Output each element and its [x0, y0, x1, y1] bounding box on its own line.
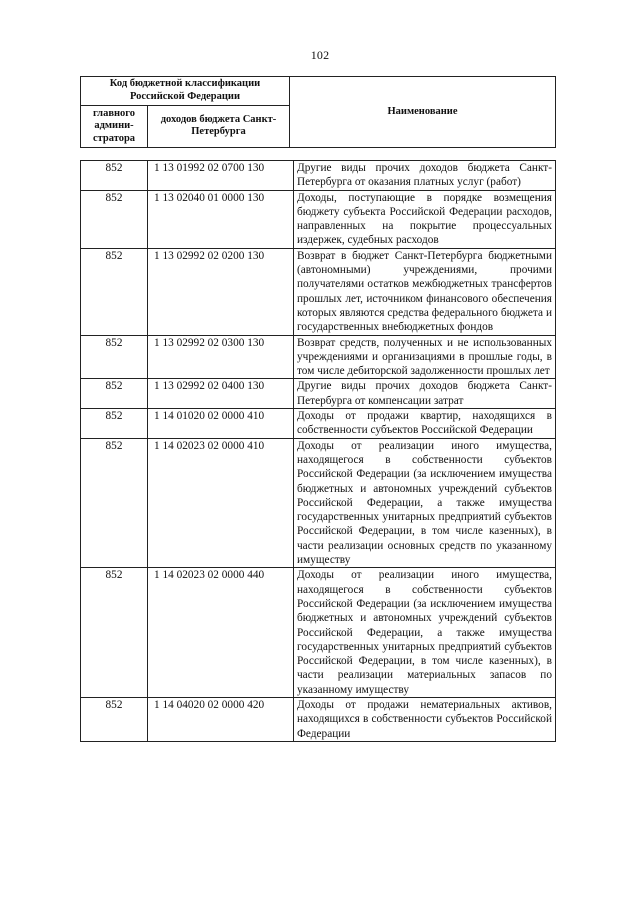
row-income-code: 1 14 02023 02 0000 440	[148, 568, 294, 698]
row-name: Другие виды прочих доходов бюджета Санкт-Петербурга от оказания платных услуг (работ)	[294, 161, 556, 191]
row-admin-code: 852	[81, 438, 148, 568]
row-name: Возврат средств, полученных и не использованных учреждениями и организациями в прошлые годы, в том числе дебиторской задолженности прошлых лет	[294, 335, 556, 379]
row-name: Доходы, поступающие в порядке возмещения бюджету субъекта Российской Федерации расходов, направленных на покрытие процессуальных издержек, судебных расходов	[294, 190, 556, 248]
row-admin-code: 852	[81, 335, 148, 379]
table-row	[81, 248, 556, 335]
table-row	[81, 190, 556, 248]
header-admin: главного админи-стратора	[81, 105, 148, 147]
table-row	[81, 409, 556, 439]
row-income-code: 1 13 01992 02 0700 130	[148, 161, 294, 191]
table-row	[81, 568, 556, 698]
row-income-code: 1 13 02992 02 0200 130	[148, 248, 294, 335]
row-income-code: 1 14 04020 02 0000 420	[148, 697, 294, 741]
row-admin-code: 852	[81, 409, 148, 439]
table-row	[81, 697, 556, 741]
row-name: Другие виды прочих доходов бюджета Санкт-Петербурга от компенсации затрат	[294, 379, 556, 409]
row-admin-code: 852	[81, 161, 148, 191]
classification-table	[80, 160, 556, 742]
row-admin-code: 852	[81, 568, 148, 698]
row-income-code: 1 13 02992 02 0400 130	[148, 379, 294, 409]
row-admin-code: 852	[81, 190, 148, 248]
table-row	[81, 161, 556, 191]
row-name: Доходы от реализации иного имущества, находящегося в собственности субъектов Российской Федерации (за исключением имущества бюджетных и автономных учреждений субъектов Российской Федерации, а также имущества государственных унитарных предприятий субъектов Российской Федерации, в том числе казенных), в части реализации основных средств по указанному имуществу	[294, 438, 556, 568]
row-admin-code: 852	[81, 248, 148, 335]
row-income-code: 1 13 02040 01 0000 130	[148, 190, 294, 248]
table-row	[81, 438, 556, 568]
row-name: Доходы от продажи нематериальных активов, находящихся в собственности субъектов Российской Федерации	[294, 697, 556, 741]
header-name: Наименование	[290, 77, 556, 148]
page-number: 102	[310, 48, 330, 62]
row-income-code: 1 14 02023 02 0000 410	[148, 438, 294, 568]
row-income-code: 1 13 02992 02 0300 130	[148, 335, 294, 379]
table-row	[81, 379, 556, 409]
row-admin-code: 852	[81, 697, 148, 741]
row-name: Доходы от продажи квартир, находящихся в собственности субъектов Российской Федерации	[294, 409, 556, 439]
row-name: Доходы от реализации иного имущества, находящегося в собственности субъектов Российской Федерации (за исключением имущества бюджетных и автономных учреждений субъектов Российской Федерации, а также имущества государственных унитарных предприятий субъектов Российской Федерации, в том числе казенных), в части реализации материальных запасов по указанному имуществу	[294, 568, 556, 698]
header-group-title: Код бюджетной классификации Российской Федерации	[81, 77, 290, 106]
row-income-code: 1 14 01020 02 0000 410	[148, 409, 294, 439]
table-row	[81, 335, 556, 379]
header-income: доходов бюджета Санкт-Петербурга	[148, 105, 290, 147]
row-name: Возврат в бюджет Санкт-Петербурга бюджетными (автономными) учреждениями, прочими получателями остатков межбюджетных трансфертов прошлых лет, источником финансового обеспечения которых являются средства федерального бюджета и государственных внебюджетных фондов	[294, 248, 556, 335]
row-admin-code: 852	[81, 379, 148, 409]
table-header	[80, 76, 556, 148]
